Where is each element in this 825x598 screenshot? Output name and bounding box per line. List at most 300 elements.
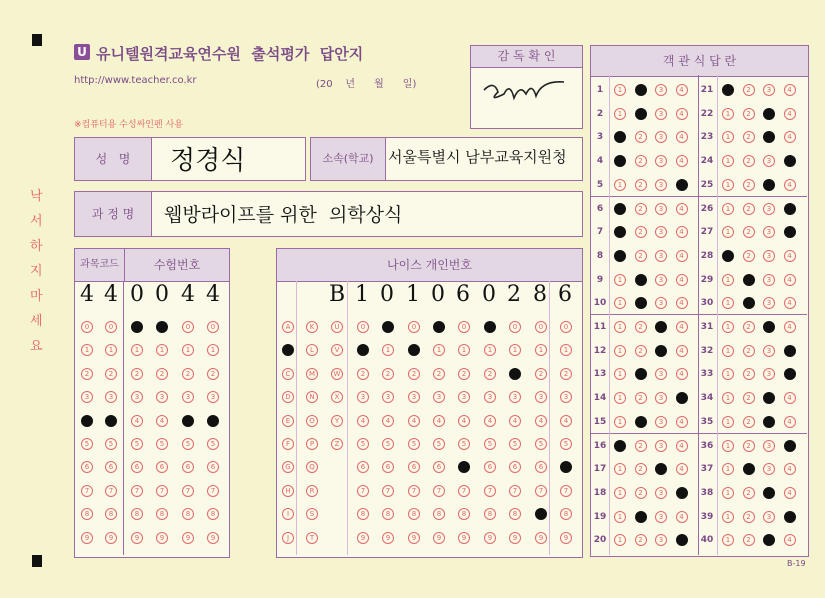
answer-bubble[interactable]: 3 [655,108,667,120]
answer-bubble[interactable]: 3 [655,84,667,96]
answer-bubble[interactable]: 3 [763,131,775,143]
code-bubble[interactable]: 1 [131,344,143,356]
neis-letter-bubble[interactable]: K [306,321,318,333]
code-bubble[interactable]: 1 [156,344,168,356]
code-bubble[interactable]: 4 [182,415,194,427]
code-bubble[interactable]: 7 [131,485,143,497]
answer-bubble[interactable]: 2 [635,321,647,333]
answer-bubble[interactable]: 2 [743,487,755,499]
answer-bubble[interactable]: 4 [676,274,688,286]
neis-digit-bubble[interactable]: 9 [535,532,547,544]
code-bubble[interactable]: 6 [207,461,219,473]
answer-bubble[interactable]: 4 [676,487,688,499]
code-bubble[interactable]: 7 [105,485,117,497]
answer-bubble[interactable]: 4 [676,84,688,96]
neis-digit-bubble[interactable]: 5 [560,438,572,450]
neis-digit-bubble[interactable]: 2 [535,368,547,380]
neis-digit-bubble[interactable]: 8 [484,508,496,520]
code-bubble[interactable]: 7 [207,485,219,497]
neis-letter-bubble[interactable]: P [306,438,318,450]
neis-digit-bubble[interactable]: 4 [484,415,496,427]
answer-bubble[interactable]: 3 [763,250,775,262]
answer-bubble[interactable]: 3 [763,297,775,309]
answer-bubble[interactable]: 1 [614,226,626,238]
code-bubble[interactable]: 6 [131,461,143,473]
neis-letter-bubble[interactable]: Y [331,415,343,427]
code-bubble[interactable]: 3 [81,391,93,403]
answer-bubble[interactable]: 2 [635,463,647,475]
neis-letter-bubble[interactable]: L [306,344,318,356]
code-bubble[interactable]: 0 [207,321,219,333]
code-bubble[interactable]: 1 [105,344,117,356]
neis-digit-bubble[interactable]: 7 [357,485,369,497]
answer-bubble[interactable]: 1 [722,131,734,143]
neis-digit-bubble[interactable]: 9 [458,532,470,544]
answer-bubble[interactable]: 1 [614,155,626,167]
neis-digit-bubble[interactable]: 6 [560,461,572,473]
neis-digit-bubble[interactable]: 6 [433,461,445,473]
answer-bubble[interactable]: 2 [635,179,647,191]
code-bubble[interactable]: 2 [131,368,143,380]
answer-bubble[interactable]: 3 [763,226,775,238]
neis-digit-bubble[interactable]: 4 [458,415,470,427]
neis-digit-bubble[interactable]: 3 [509,391,521,403]
code-bubble[interactable]: 6 [105,461,117,473]
neis-digit-bubble[interactable]: 0 [408,321,420,333]
code-bubble[interactable]: 2 [156,368,168,380]
answer-bubble[interactable]: 3 [763,392,775,404]
answer-bubble[interactable]: 3 [655,321,667,333]
code-bubble[interactable]: 0 [81,321,93,333]
neis-letter-bubble[interactable]: R [306,485,318,497]
code-bubble[interactable]: 7 [156,485,168,497]
answer-bubble[interactable]: 2 [743,392,755,404]
neis-letter-bubble[interactable]: O [306,415,318,427]
neis-digit-bubble[interactable]: 3 [484,391,496,403]
answer-bubble[interactable]: 2 [635,203,647,215]
neis-digit-bubble[interactable]: 1 [408,344,420,356]
answer-bubble[interactable]: 3 [763,108,775,120]
code-bubble[interactable]: 0 [105,321,117,333]
neis-digit-bubble[interactable]: 4 [509,415,521,427]
neis-digit-bubble[interactable]: 5 [509,438,521,450]
answer-bubble[interactable]: 4 [784,179,796,191]
answer-bubble[interactable]: 3 [763,179,775,191]
answer-bubble[interactable]: 3 [655,345,667,357]
answer-bubble[interactable]: 4 [784,511,796,523]
answer-bubble[interactable]: 1 [722,511,734,523]
neis-letter-bubble[interactable]: F [282,438,294,450]
neis-digit-bubble[interactable]: 4 [535,415,547,427]
answer-bubble[interactable]: 4 [784,297,796,309]
answer-bubble[interactable]: 2 [635,368,647,380]
neis-digit-bubble[interactable]: 2 [433,368,445,380]
neis-digit-bubble[interactable]: 4 [382,415,394,427]
answer-bubble[interactable]: 4 [676,297,688,309]
answer-bubble[interactable]: 2 [743,179,755,191]
neis-digit-bubble[interactable]: 7 [458,485,470,497]
answer-bubble[interactable]: 4 [784,392,796,404]
answer-bubble[interactable]: 2 [635,297,647,309]
answer-bubble[interactable]: 3 [763,463,775,475]
code-bubble[interactable]: 9 [207,532,219,544]
answer-bubble[interactable]: 2 [635,416,647,428]
answer-bubble[interactable]: 3 [763,84,775,96]
code-bubble[interactable]: 2 [207,368,219,380]
answer-bubble[interactable]: 1 [722,179,734,191]
neis-digit-bubble[interactable]: 6 [357,461,369,473]
answer-bubble[interactable]: 4 [784,321,796,333]
answer-bubble[interactable]: 4 [676,416,688,428]
neis-digit-bubble[interactable]: 9 [357,532,369,544]
answer-bubble[interactable]: 4 [784,440,796,452]
answer-bubble[interactable]: 1 [722,463,734,475]
answer-bubble[interactable]: 4 [676,392,688,404]
answer-bubble[interactable]: 1 [614,250,626,262]
answer-bubble[interactable]: 2 [743,416,755,428]
neis-letter-bubble[interactable]: H [282,485,294,497]
answer-bubble[interactable]: 3 [655,440,667,452]
answer-bubble[interactable]: 2 [635,392,647,404]
answer-bubble[interactable]: 2 [635,511,647,523]
answer-bubble[interactable]: 3 [655,226,667,238]
answer-bubble[interactable]: 2 [635,84,647,96]
answer-bubble[interactable]: 4 [676,368,688,380]
code-bubble[interactable]: 6 [156,461,168,473]
answer-bubble[interactable]: 4 [784,108,796,120]
neis-digit-bubble[interactable]: 2 [458,368,470,380]
neis-digit-bubble[interactable]: 2 [509,368,521,380]
neis-digit-bubble[interactable]: 4 [560,415,572,427]
neis-letter-bubble[interactable]: Z [331,438,343,450]
answer-bubble[interactable]: 3 [655,487,667,499]
neis-letter-bubble[interactable]: X [331,391,343,403]
neis-digit-bubble[interactable]: 6 [382,461,394,473]
answer-bubble[interactable]: 2 [743,345,755,357]
neis-digit-bubble[interactable]: 6 [484,461,496,473]
answer-bubble[interactable]: 3 [763,487,775,499]
neis-digit-bubble[interactable]: 1 [560,344,572,356]
code-bubble[interactable]: 0 [182,321,194,333]
answer-bubble[interactable]: 4 [676,534,688,546]
answer-bubble[interactable]: 2 [635,274,647,286]
code-bubble[interactable]: 9 [105,532,117,544]
answer-bubble[interactable]: 2 [635,108,647,120]
code-bubble[interactable]: 5 [156,438,168,450]
answer-bubble[interactable]: 1 [722,297,734,309]
answer-bubble[interactable]: 4 [784,131,796,143]
answer-bubble[interactable]: 2 [743,155,755,167]
neis-digit-bubble[interactable]: 7 [509,485,521,497]
answer-bubble[interactable]: 1 [722,84,734,96]
neis-digit-bubble[interactable]: 8 [509,508,521,520]
answer-bubble[interactable]: 3 [655,368,667,380]
neis-digit-bubble[interactable]: 1 [357,344,369,356]
answer-bubble[interactable]: 3 [655,131,667,143]
neis-digit-bubble[interactable]: 6 [509,461,521,473]
answer-bubble[interactable]: 4 [784,463,796,475]
answer-bubble[interactable]: 2 [743,203,755,215]
code-bubble[interactable]: 6 [81,461,93,473]
neis-digit-bubble[interactable]: 0 [535,321,547,333]
answer-bubble[interactable]: 2 [743,440,755,452]
neis-digit-bubble[interactable]: 3 [357,391,369,403]
code-bubble[interactable]: 0 [131,321,143,333]
answer-bubble[interactable]: 2 [743,463,755,475]
answer-bubble[interactable]: 1 [722,416,734,428]
neis-digit-bubble[interactable]: 3 [560,391,572,403]
code-bubble[interactable]: 5 [207,438,219,450]
answer-bubble[interactable]: 4 [676,345,688,357]
answer-bubble[interactable]: 1 [614,487,626,499]
code-bubble[interactable]: 5 [182,438,194,450]
neis-digit-bubble[interactable]: 0 [458,321,470,333]
answer-bubble[interactable]: 3 [655,179,667,191]
neis-letter-bubble[interactable]: E [282,415,294,427]
code-bubble[interactable]: 3 [131,391,143,403]
code-bubble[interactable]: 3 [105,391,117,403]
answer-bubble[interactable]: 2 [743,226,755,238]
neis-digit-bubble[interactable]: 7 [433,485,445,497]
neis-digit-bubble[interactable]: 9 [560,532,572,544]
answer-bubble[interactable]: 1 [614,131,626,143]
answer-bubble[interactable]: 4 [784,84,796,96]
neis-letter-bubble[interactable]: W [331,368,343,380]
code-bubble[interactable]: 4 [81,415,93,427]
answer-bubble[interactable]: 1 [722,155,734,167]
answer-bubble[interactable]: 4 [676,131,688,143]
neis-digit-bubble[interactable]: 8 [433,508,445,520]
answer-bubble[interactable]: 2 [635,345,647,357]
neis-digit-bubble[interactable]: 0 [484,321,496,333]
answer-bubble[interactable]: 1 [614,297,626,309]
answer-bubble[interactable]: 1 [614,440,626,452]
answer-bubble[interactable]: 1 [614,534,626,546]
neis-digit-bubble[interactable]: 7 [484,485,496,497]
answer-bubble[interactable]: 3 [763,534,775,546]
answer-bubble[interactable]: 3 [763,203,775,215]
neis-digit-bubble[interactable]: 3 [458,391,470,403]
neis-digit-bubble[interactable]: 4 [433,415,445,427]
answer-bubble[interactable]: 2 [635,250,647,262]
answer-bubble[interactable]: 2 [743,534,755,546]
neis-digit-bubble[interactable]: 5 [535,438,547,450]
code-bubble[interactable]: 1 [182,344,194,356]
neis-digit-bubble[interactable]: 8 [560,508,572,520]
answer-bubble[interactable]: 1 [614,368,626,380]
neis-letter-bubble[interactable]: N [306,391,318,403]
neis-digit-bubble[interactable]: 8 [382,508,394,520]
answer-bubble[interactable]: 2 [635,131,647,143]
neis-digit-bubble[interactable]: 8 [408,508,420,520]
code-bubble[interactable]: 4 [207,415,219,427]
answer-bubble[interactable]: 1 [722,345,734,357]
code-bubble[interactable]: 9 [131,532,143,544]
answer-bubble[interactable]: 2 [743,297,755,309]
neis-letter-bubble[interactable]: M [306,368,318,380]
neis-digit-bubble[interactable]: 6 [458,461,470,473]
neis-letter-bubble[interactable]: Q [306,461,318,473]
answer-bubble[interactable]: 3 [763,321,775,333]
neis-digit-bubble[interactable]: 9 [484,532,496,544]
answer-bubble[interactable]: 1 [614,416,626,428]
code-bubble[interactable]: 9 [156,532,168,544]
neis-digit-bubble[interactable]: 2 [408,368,420,380]
answer-bubble[interactable]: 2 [743,511,755,523]
neis-digit-bubble[interactable]: 0 [433,321,445,333]
answer-bubble[interactable]: 3 [655,534,667,546]
answer-bubble[interactable]: 4 [784,534,796,546]
answer-bubble[interactable]: 1 [722,203,734,215]
answer-bubble[interactable]: 3 [655,463,667,475]
neis-digit-bubble[interactable]: 5 [458,438,470,450]
answer-bubble[interactable]: 4 [676,108,688,120]
answer-bubble[interactable]: 1 [614,274,626,286]
answer-bubble[interactable]: 3 [763,274,775,286]
neis-letter-bubble[interactable]: S [306,508,318,520]
code-bubble[interactable]: 4 [131,415,143,427]
answer-bubble[interactable]: 3 [655,203,667,215]
answer-bubble[interactable]: 3 [763,440,775,452]
neis-letter-bubble[interactable]: V [331,344,343,356]
neis-digit-bubble[interactable]: 6 [408,461,420,473]
answer-bubble[interactable]: 3 [763,416,775,428]
neis-letter-bubble[interactable]: U [331,321,343,333]
neis-digit-bubble[interactable]: 8 [458,508,470,520]
code-bubble[interactable]: 7 [182,485,194,497]
code-bubble[interactable]: 8 [207,508,219,520]
neis-letter-bubble[interactable]: T [306,532,318,544]
answer-bubble[interactable]: 4 [784,487,796,499]
answer-bubble[interactable]: 4 [784,416,796,428]
code-bubble[interactable]: 8 [131,508,143,520]
neis-digit-bubble[interactable]: 0 [560,321,572,333]
answer-bubble[interactable]: 1 [722,534,734,546]
answer-bubble[interactable]: 3 [763,511,775,523]
neis-letter-bubble[interactable]: D [282,391,294,403]
answer-bubble[interactable]: 3 [655,297,667,309]
answer-bubble[interactable]: 1 [614,179,626,191]
code-bubble[interactable]: 2 [105,368,117,380]
answer-bubble[interactable]: 3 [655,392,667,404]
answer-bubble[interactable]: 2 [635,226,647,238]
neis-digit-bubble[interactable]: 8 [357,508,369,520]
neis-digit-bubble[interactable]: 0 [509,321,521,333]
answer-bubble[interactable]: 2 [635,487,647,499]
answer-bubble[interactable]: 4 [784,203,796,215]
answer-bubble[interactable]: 2 [743,108,755,120]
answer-bubble[interactable]: 3 [655,274,667,286]
neis-letter-bubble[interactable]: A [282,321,294,333]
answer-bubble[interactable]: 4 [676,203,688,215]
neis-digit-bubble[interactable]: 9 [408,532,420,544]
answer-bubble[interactable]: 1 [614,392,626,404]
answer-bubble[interactable]: 1 [722,226,734,238]
neis-letter-bubble[interactable]: J [282,532,294,544]
answer-bubble[interactable]: 4 [784,250,796,262]
answer-bubble[interactable]: 3 [655,511,667,523]
answer-bubble[interactable]: 4 [784,345,796,357]
neis-digit-bubble[interactable]: 5 [382,438,394,450]
answer-bubble[interactable]: 4 [784,155,796,167]
code-bubble[interactable]: 2 [182,368,194,380]
neis-digit-bubble[interactable]: 4 [357,415,369,427]
answer-bubble[interactable]: 4 [784,274,796,286]
neis-digit-bubble[interactable]: 1 [433,344,445,356]
neis-digit-bubble[interactable]: 9 [433,532,445,544]
code-bubble[interactable]: 5 [105,438,117,450]
neis-digit-bubble[interactable]: 2 [484,368,496,380]
code-bubble[interactable]: 9 [182,532,194,544]
neis-letter-bubble[interactable]: C [282,368,294,380]
answer-bubble[interactable]: 1 [614,84,626,96]
neis-digit-bubble[interactable]: 2 [382,368,394,380]
answer-bubble[interactable]: 3 [655,250,667,262]
code-bubble[interactable]: 0 [156,321,168,333]
code-bubble[interactable]: 4 [156,415,168,427]
neis-letter-bubble[interactable]: G [282,461,294,473]
neis-digit-bubble[interactable]: 7 [560,485,572,497]
code-bubble[interactable]: 8 [182,508,194,520]
neis-digit-bubble[interactable]: 7 [535,485,547,497]
neis-digit-bubble[interactable]: 1 [509,344,521,356]
answer-bubble[interactable]: 3 [763,345,775,357]
answer-bubble[interactable]: 4 [784,226,796,238]
neis-letter-bubble[interactable]: I [282,508,294,520]
answer-bubble[interactable]: 1 [614,108,626,120]
neis-digit-bubble[interactable]: 7 [408,485,420,497]
code-bubble[interactable]: 3 [156,391,168,403]
answer-bubble[interactable]: 3 [655,416,667,428]
neis-digit-bubble[interactable]: 9 [509,532,521,544]
answer-bubble[interactable]: 2 [743,321,755,333]
neis-digit-bubble[interactable]: 1 [484,344,496,356]
answer-bubble[interactable]: 1 [722,487,734,499]
answer-bubble[interactable]: 1 [722,250,734,262]
answer-bubble[interactable]: 1 [614,321,626,333]
neis-digit-bubble[interactable]: 7 [382,485,394,497]
answer-bubble[interactable]: 1 [722,274,734,286]
neis-digit-bubble[interactable]: 5 [433,438,445,450]
answer-bubble[interactable]: 1 [722,108,734,120]
code-bubble[interactable]: 5 [81,438,93,450]
code-bubble[interactable]: 1 [207,344,219,356]
neis-digit-bubble[interactable]: 9 [382,532,394,544]
code-bubble[interactable]: 7 [81,485,93,497]
answer-bubble[interactable]: 2 [743,274,755,286]
neis-digit-bubble[interactable]: 1 [458,344,470,356]
code-bubble[interactable]: 3 [207,391,219,403]
code-bubble[interactable]: 8 [105,508,117,520]
code-bubble[interactable]: 8 [81,508,93,520]
answer-bubble[interactable]: 1 [722,440,734,452]
answer-bubble[interactable]: 1 [722,392,734,404]
neis-digit-bubble[interactable]: 5 [484,438,496,450]
answer-bubble[interactable]: 2 [743,131,755,143]
answer-bubble[interactable]: 1 [614,345,626,357]
neis-digit-bubble[interactable]: 8 [535,508,547,520]
answer-bubble[interactable]: 2 [635,440,647,452]
neis-digit-bubble[interactable]: 6 [535,461,547,473]
answer-bubble[interactable]: 4 [676,179,688,191]
neis-digit-bubble[interactable]: 1 [535,344,547,356]
neis-digit-bubble[interactable]: 2 [560,368,572,380]
answer-bubble[interactable]: 4 [676,463,688,475]
answer-bubble[interactable]: 2 [743,84,755,96]
neis-digit-bubble[interactable]: 3 [408,391,420,403]
answer-bubble[interactable]: 1 [722,321,734,333]
neis-digit-bubble[interactable]: 1 [382,344,394,356]
